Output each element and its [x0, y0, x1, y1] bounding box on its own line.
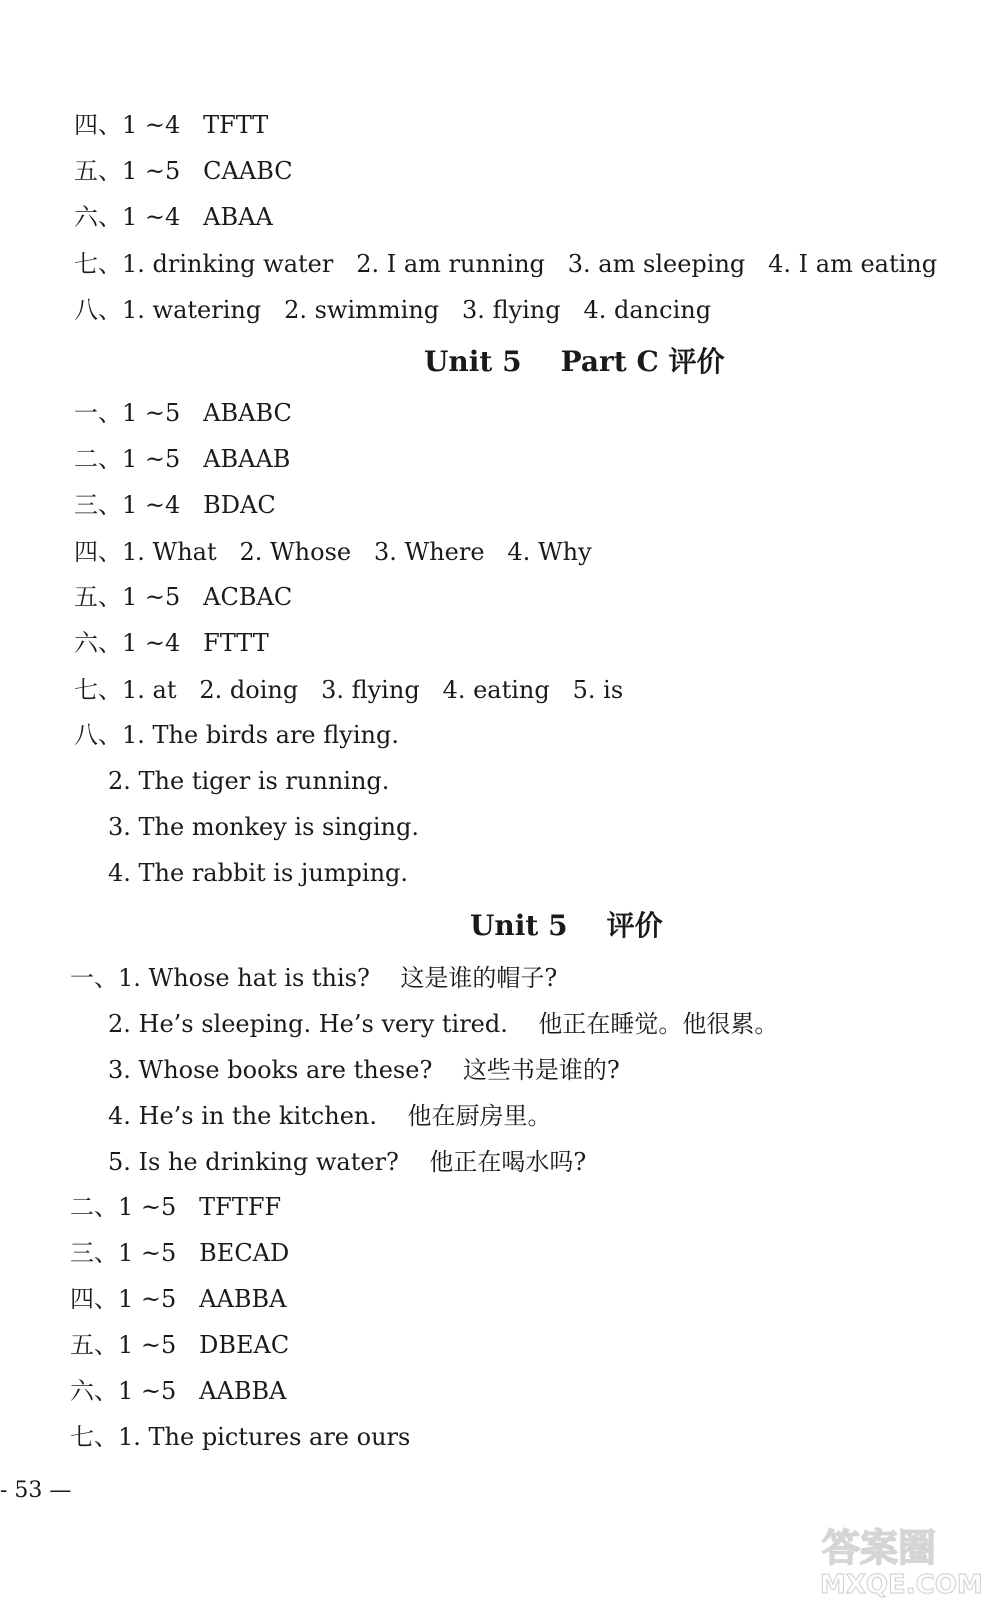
page-number: - 53 — — [0, 1478, 72, 1503]
answer-line: 一、1. Whose hat is this? 这是谁的帽子? — [70, 964, 558, 992]
answer-line: 5. Is he drinking water? 他正在喝水吗? — [108, 1148, 587, 1176]
answer-line: 三、1 ~4 BDAC — [74, 491, 276, 519]
answer-line: 2. The tiger is running. — [108, 767, 390, 795]
answer-line: 3. Whose books are these? 这些书是谁的? — [108, 1056, 620, 1084]
answer-line: 一、1 ~5 ABABC — [74, 399, 292, 427]
answer-line: 二、1 ~5 TFTFF — [70, 1193, 282, 1221]
answer-line: 八、1. watering 2. swimming 3. flying 4. dancing — [74, 296, 712, 324]
answer-line: 八、1. The birds are flying. — [74, 721, 399, 749]
section-title-unit: Unit 5 评价 — [470, 909, 663, 942]
answer-line: 四、1 ~4 TFTT — [74, 111, 269, 139]
answer-line: 六、1 ~4 FTTT — [74, 629, 269, 657]
answer-line: 五、1 ~5 DBEAC — [70, 1331, 290, 1359]
answer-line: 六、1 ~4 ABAA — [74, 203, 273, 231]
answer-line: 七、1. at 2. doing 3. flying 4. eating 5. is — [74, 676, 624, 704]
answer-line: 4. He’s in the kitchen. 他在厨房里。 — [108, 1102, 552, 1130]
section-title-part-c: Unit 5 Part C 评价 — [424, 345, 725, 378]
answer-line: 四、1 ~5 AABBA — [70, 1285, 287, 1313]
answer-line: 二、1 ~5 ABAAB — [74, 445, 291, 473]
answer-line: 四、1. What 2. Whose 3. Where 4. Why — [74, 538, 592, 566]
answer-line: 3. The monkey is singing. — [108, 813, 419, 841]
answer-line: 五、1 ~5 ACBAC — [74, 583, 293, 611]
watermark-url: MXQE.COM — [820, 1570, 983, 1598]
answer-line: 七、1. The pictures are ours — [70, 1423, 411, 1451]
watermark-text: 答案圈 — [822, 1526, 937, 1570]
watermark-logo — [816, 1513, 986, 1598]
answer-line: 三、1 ~5 BECAD — [70, 1239, 290, 1267]
answer-line: 2. He’s sleeping. He’s very tired. 他正在睡觉。他很累。 — [108, 1010, 779, 1038]
answer-line: 六、1 ~5 AABBA — [70, 1377, 287, 1405]
answer-line: 五、1 ~5 CAABC — [74, 157, 293, 185]
answer-line: 七、1. drinking water 2. I am running 3. am sleeping 4. I am eating — [74, 250, 938, 278]
answer-line: 4. The rabbit is jumping. — [108, 859, 409, 887]
